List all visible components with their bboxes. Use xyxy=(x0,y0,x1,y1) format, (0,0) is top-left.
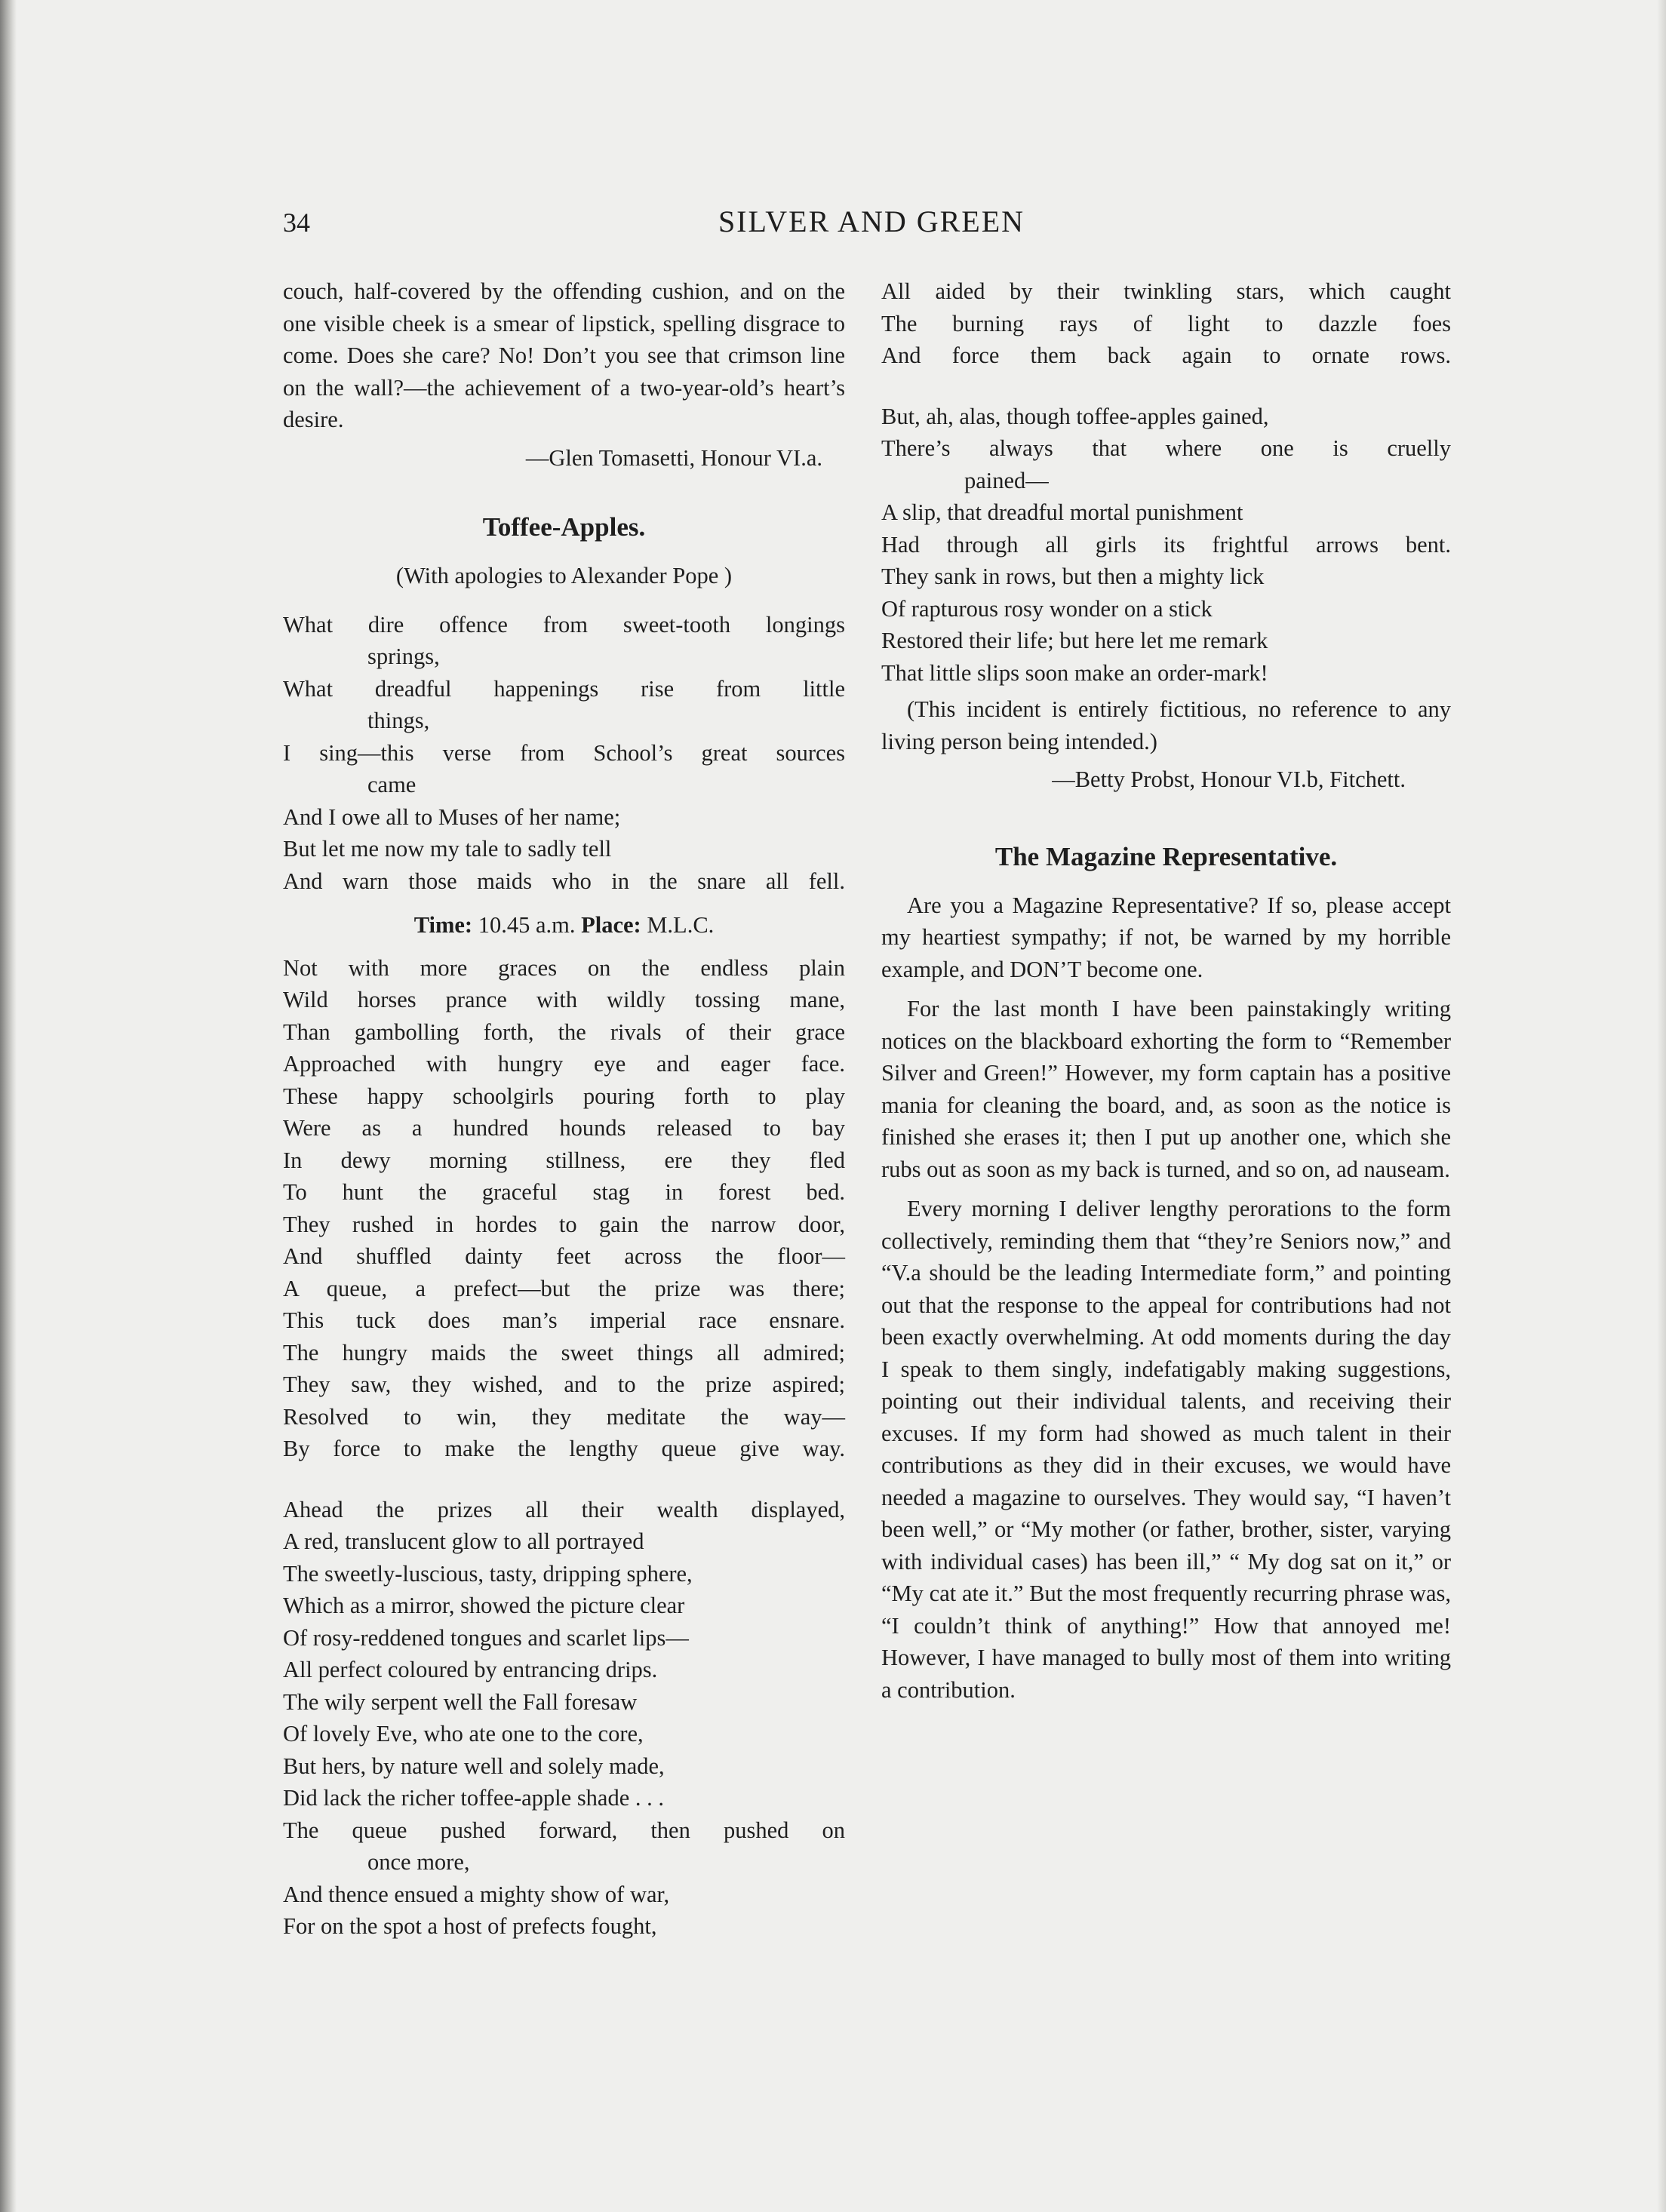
poem-signature: —Betty Probst, Honour VI.b, Fitchett. xyxy=(1052,767,1406,792)
poem-line: For on the spot a host of prefects fought, xyxy=(283,1913,657,1939)
poem-line: And I owe all to Muses of her name; xyxy=(283,803,621,830)
poem-line: came xyxy=(367,772,416,797)
place-value: M.L.C. xyxy=(647,912,715,938)
place-label: Place: xyxy=(581,912,641,938)
poem-stanza-1 xyxy=(283,609,845,898)
poem-stanza-5 xyxy=(881,401,1451,690)
page-binding-shadow xyxy=(0,0,17,2212)
running-head xyxy=(283,204,1460,249)
poem-line: Resolved to win, they meditate the way— xyxy=(283,1403,845,1430)
poem-line: They saw, they wished, and to the prize aspired; xyxy=(283,1372,845,1397)
poem-line: But let me now my tale to sadly tell xyxy=(283,836,612,862)
poem-line: Of lovely Eve, who ate one to the core, xyxy=(283,1721,644,1747)
poem-line: And thence ensued a mighty show of war, xyxy=(283,1881,670,1907)
poem-line: Than gambolling forth, the rivals of their grace xyxy=(283,1018,845,1045)
poem-line: pained— xyxy=(964,467,1049,493)
poem-line: The hungry maids the sweet things all admired; xyxy=(283,1339,845,1366)
poem-line: Ahead the prizes all their wealth displayed, xyxy=(283,1496,845,1522)
poem-line: The queue pushed forward, then pushed on xyxy=(283,1817,845,1843)
poem-line: Were as a hundred hounds released to bay xyxy=(283,1115,845,1141)
poem-line: Had through all girls its frightful arrows bent. xyxy=(881,531,1451,558)
article-title: The Magazine Representative. xyxy=(994,841,1338,871)
poem-line: All perfect coloured by entrancing drips. xyxy=(283,1657,658,1682)
poem-line: A queue, a prefect—but the prize was there; xyxy=(283,1275,845,1301)
poem-line: springs, xyxy=(367,644,440,669)
intro-paragraph: couch, half-covered by the offending cushion, and on the one visible cheek is a smear of lipstick, spelling disgrace to come. Does she care? No! Don’t you see that crimson line on the wall?—the achievement of a two-year-old’s heart’s desire. xyxy=(283,278,845,432)
poem-line: What dreadful happenings rise from little xyxy=(283,675,845,702)
poem-line: things, xyxy=(367,708,430,733)
time-value: 10.45 a.m. xyxy=(478,912,576,938)
poem-line: This tuck does man’s imperial race ensnare. xyxy=(283,1307,845,1333)
poem-line: Did lack the richer toffee-apple shade . . . xyxy=(283,1785,665,1811)
time-place-line xyxy=(283,909,845,942)
article-paragraph: Are you a Magazine Representative? If so, please accept my heartiest sympathy; if not, be warned by my horrible example, and DON’T become one. xyxy=(881,892,1451,982)
poem-line: A slip, that dreadful mortal punishment xyxy=(881,499,1243,525)
poem-line: All aided by their twinkling stars, which caught xyxy=(881,278,1451,304)
poem-line: Which as a mirror, showed the picture clear xyxy=(283,1593,685,1618)
page-number: 34 xyxy=(283,207,310,238)
intro-signature: —Glen Tomasetti, Honour VI.a. xyxy=(525,444,822,471)
poem-line: They sank in rows, but then a mighty lick xyxy=(881,564,1265,589)
poem-line: And force them back again to ornate rows. xyxy=(881,343,1451,368)
poem-stanza-3 xyxy=(283,1494,845,1943)
poem-subtitle: (With apologies to Alexander Pope ) xyxy=(395,563,733,588)
right-column xyxy=(881,275,1451,1706)
poem-line: Not with more graces on the endless plain xyxy=(283,954,845,981)
poem-line: There’s always that where one is cruelly xyxy=(881,435,1451,461)
time-label: Time: xyxy=(413,912,473,938)
article-paragraph: For the last month I have been painstakingly writing notices on the blackboard exhorting the form to “Remember Silver and Green!” However, my form captain has a positive mania for cleaning the board, and, as soon as the notice is finished she erases it; then I put up another one, which she rubs out as soon as my back is turned, and so on, ad nauseam. xyxy=(881,996,1451,1182)
poem-line: The wily serpent well the Fall foresaw xyxy=(283,1688,638,1715)
poem-line: Approached with hungry eye and eager face. xyxy=(283,1051,845,1077)
poem-line: And shuffled dainty feet across the floor— xyxy=(283,1243,845,1269)
article-paragraph: Every morning I deliver lengthy perorations to the form collectively, reminding them that “they’re Seniors now,” and “V.a should be the leading Intermediate form,” and pointing out that the response to the appeal for contributions had not been exactly overwhelming. At odd moments during the day I speak to them singly, indefatigably making suggestions, pointing out their individual talents, and receiving their excuses. If my form had showed as much talent in their contributions as they did in their excuses, we would have needed a magazine to ourselves. They would say, “I haven’t been well,” or “My mother (or father, brother, sister, varying with individual cases) has been ill,” “ My dog sat on it,” or “My cat ate it.” But the most frequently recurring phrase was, “I couldn’t think of anything!” How that annoyed me! However, I have managed to bully most of them into writing a contribution. xyxy=(881,1196,1451,1703)
poem-title: Toffee-Apples. xyxy=(482,512,646,542)
poem-line: The burning rays of light to dazzle foes xyxy=(881,310,1451,336)
poem-line: That little slips soon make an order-mark! xyxy=(881,659,1268,686)
poem-line: To hunt the graceful stag in forest bed. xyxy=(283,1179,845,1205)
poem-line: once more, xyxy=(367,1849,470,1875)
poem-line: In dewy morning stillness, ere they fled xyxy=(283,1147,845,1173)
poem-note: (This incident is entirely fictitious, no reference to any living person being intended.) xyxy=(881,696,1451,754)
poem-line: Of rosy-reddened tongues and scarlet lips— xyxy=(283,1624,689,1651)
poem-line: What dire offence from sweet-tooth longings xyxy=(283,611,845,637)
poem-line: But hers, by nature well and solely made, xyxy=(283,1753,665,1779)
poem-line: Wild horses prance with wildly tossing mane, xyxy=(283,987,845,1012)
poem-stanza-4 xyxy=(881,275,1451,372)
poem-line: A red, translucent glow to all portrayed xyxy=(283,1528,644,1554)
poem-line: The sweetly-luscious, tasty, dripping sphere, xyxy=(283,1560,693,1587)
poem-line: Restored their life; but here let me remark xyxy=(881,628,1268,653)
poem-line: They rushed in hordes to gain the narrow door, xyxy=(283,1211,845,1237)
left-column xyxy=(283,275,845,1943)
poem-line: By force to make the lengthy queue give way. xyxy=(283,1436,845,1461)
page-edge xyxy=(1657,0,1666,2212)
poem-line: These happy schoolgirls pouring forth to play xyxy=(283,1083,845,1109)
poem-line: And warn those maids who in the snare all fell. xyxy=(283,868,845,894)
poem-line: Of rapturous rosy wonder on a stick xyxy=(881,595,1213,622)
poem-stanza-2 xyxy=(283,952,845,1465)
poem-line: But, ah, alas, though toffee-apples gained, xyxy=(881,403,1269,429)
poem-line: I sing—this verse from School’s great sources xyxy=(283,739,845,766)
journal-title: SILVER AND GREEN xyxy=(718,204,1025,238)
